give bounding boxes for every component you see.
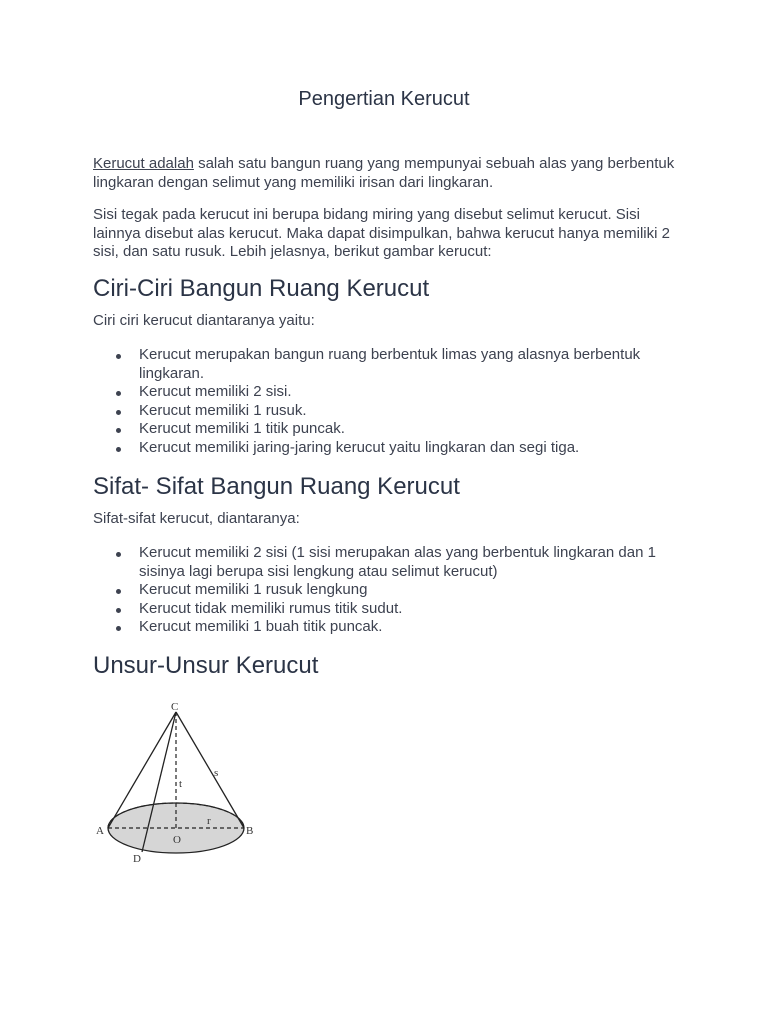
label-c: C [171,701,179,713]
label-b: B [246,825,254,837]
label-o: O [173,834,181,846]
sifat-intro: Sifat-sifat kerucut, diantaranya: [93,510,300,527]
list-item: Kerucut memiliki 2 sisi (1 sisi merupakan alas yang berbentuk lingkaran dan 1 sisinya lagi berupa sisi lengkung atau selimut kerucut) [93,544,683,581]
sifat-list [93,544,683,637]
list-item: Kerucut memiliki 2 sisi. [93,383,683,402]
list-item: Kerucut merupakan bangun ruang berbentuk limas yang alasnya berbentuk lingkaran. [93,346,683,383]
label-a: A [96,825,104,837]
ciri-intro: Ciri ciri kerucut diantaranya yaitu: [93,312,315,329]
intro-text: salah satu bangun ruang yang mempunyai sebuah alas yang berbentuk lingkaran dengan selimut yang memiliki irisan dari lingkaran. [93,155,675,191]
list-item: Kerucut memiliki 1 titik puncak. [93,420,683,439]
label-t: t [179,778,183,790]
list-item: Kerucut tidak memiliki rumus titik sudut. [93,600,683,619]
ciri-heading: Ciri-Ciri Bangun Ruang Kerucut [93,275,430,302]
label-d: D [133,853,141,865]
label-r: r [207,815,211,827]
label-s: s [214,767,219,779]
list-item: Kerucut memiliki 1 rusuk. [93,402,683,421]
ciri-list [93,346,683,457]
intro-paragraph [93,155,683,192]
page-title: Pengertian Kerucut [298,88,470,110]
sifat-heading: Sifat- Sifat Bangun Ruang Kerucut [93,473,460,500]
kerucut-link[interactable]: Kerucut adalah [93,155,194,172]
unsur-heading: Unsur-Unsur Kerucut [93,652,319,679]
definition-paragraph: Sisi tegak pada kerucut ini berupa bidang miring yang disebut selimut kerucut. Sisi lainnya disebut alas kerucut. Maka dapat disimpulkan, bahwa kerucut hanya memiliki 2 sisi, dan satu rusuk. Lebih jelasnya, berikut gambar kerucut: [93,206,670,260]
list-item: Kerucut memiliki 1 buah titik puncak. [93,618,683,637]
cone-diagram [90,696,270,871]
list-item: Kerucut memiliki jaring-jaring kerucut yaitu lingkaran dan segi tiga. [93,439,683,458]
list-item: Kerucut memiliki 1 rusuk lengkung [93,581,683,600]
